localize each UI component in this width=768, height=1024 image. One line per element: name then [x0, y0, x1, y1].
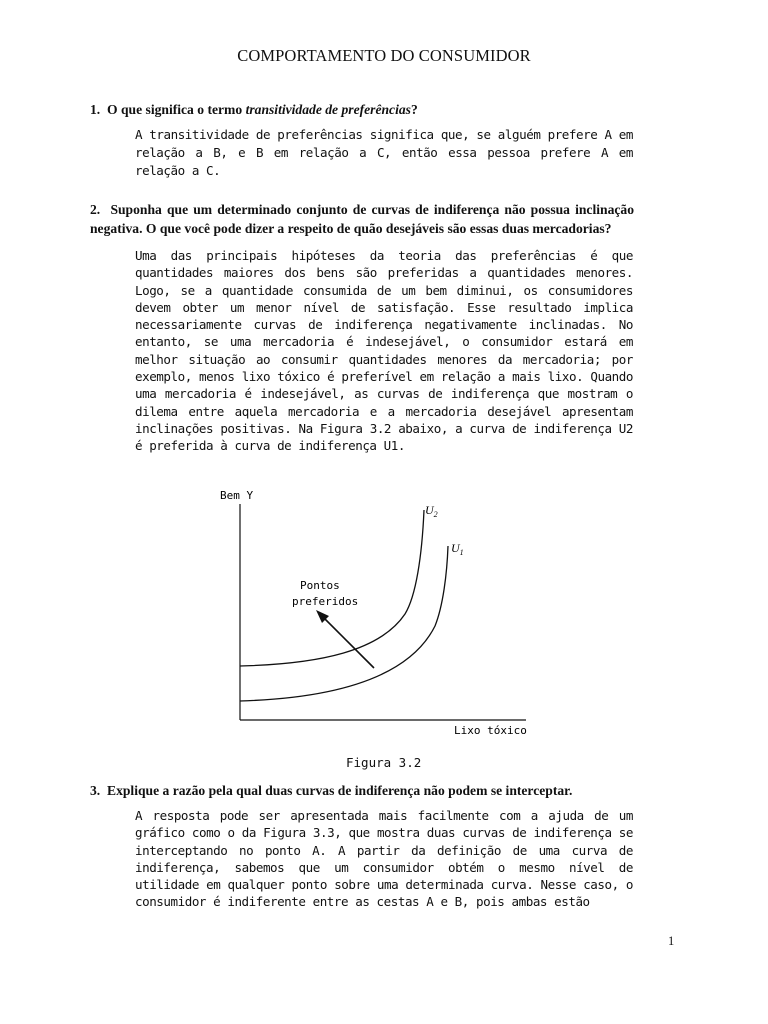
question-number: 2.	[90, 202, 101, 217]
question-text: O que significa o termo	[107, 102, 246, 117]
question-1	[90, 101, 634, 120]
question-text: Suponha que um determinado conjunto de curvas de indiferença não possua inclinação negativa. O que você pode dizer a respeito de quão desejáveis são essas duas mercadorias?	[90, 202, 634, 236]
x-axis-label: Lixo tóxico	[454, 724, 527, 737]
answer-3: A resposta pode ser apresentada mais facilmente com a ajuda de um gráfico como o da Figura 3.3, que mostra duas curvas de indiferença se interceptando no ponto A. A partir da definição de uma curva de indiferença, sabemos que um consumidor obtém o mesmo nível de utilidade em qualquer ponto sobre uma determinada curva. Nesse caso, o consumidor é indiferente entre as cestas A e B, pois ambas estão	[135, 808, 633, 910]
answer-2: Uma das principais hipóteses da teoria das preferências é que quantidades maiores dos bens são preferidas a quantidades menores. Logo, se a quantidade consumida de um bem diminui, os consumidores devem obter um menor nível de satisfação. Esse resultado implica necessariamente curvas de indiferença negativamente inclinadas. No entanto, se uma mercadoria é indesejável, o consumidor estará em melhor situação ao consumir quantidades menores da mercadoria; por exemplo, menos lixo tóxico é preferível em relação a mais lixo. Quando uma mercadoria é indesejável, as curvas de indiferença que mostram o dilema entre aquela mercadoria e a mercadoria desejável apresentam inclinações positivas. Na Figura 3.2 abaixo, a curva de indiferença U2 é preferida à curva de indiferença U1.	[135, 248, 633, 454]
figure-caption: Figura 3.2	[346, 755, 422, 770]
curve-u1	[240, 546, 448, 701]
question-2	[90, 201, 634, 238]
question-number: 3.	[90, 783, 101, 798]
question-number: 1.	[90, 102, 101, 117]
y-axis-label: Bem Y	[220, 489, 254, 502]
question-italic-term: transitividade de preferências	[245, 102, 411, 117]
answer-1: A transitividade de preferências significa que, se alguém prefere A em relação a B, e B em relação a C, então essa pessoa prefere A em relação a C.	[135, 127, 633, 179]
annotation-line-2: preferidos	[292, 595, 359, 608]
page-title: COMPORTAMENTO DO CONSUMIDOR	[237, 46, 531, 65]
curve-u1-label: $U_1$	[451, 541, 464, 557]
arrow-line	[322, 616, 374, 668]
curve-u2-label: $U_2$	[425, 503, 438, 519]
page-number: 1	[668, 934, 675, 948]
figure-3-2	[210, 486, 530, 746]
annotation-line-1: Pontos	[300, 579, 340, 592]
question-3	[90, 782, 634, 801]
question-text: Explique a razão pela qual duas curvas de indiferença não podem se interceptar.	[107, 783, 573, 798]
question-text-end: ?	[410, 102, 418, 117]
